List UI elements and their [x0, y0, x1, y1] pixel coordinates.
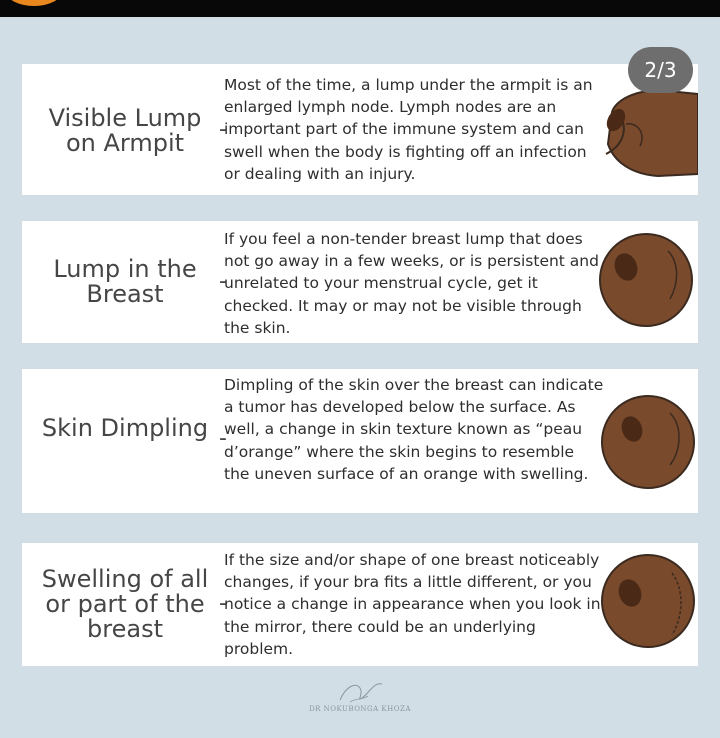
card-dash: -: [219, 591, 227, 616]
app-icon: [6, 0, 62, 6]
footer-brand-text: DR NOKUBONGA KHOZA: [309, 705, 411, 713]
page-indicator-badge: 2/3: [628, 47, 693, 93]
card-swelling-breast: [22, 543, 698, 666]
card-dash: -: [219, 426, 227, 451]
skin-dimpling-illustration-icon: [598, 369, 698, 513]
breast-swelling-illustration-icon: [598, 543, 698, 666]
card-title: Skin Dimpling: [41, 414, 209, 442]
signature-logo-icon: [300, 676, 420, 706]
card-description: Most of the time, a lump under the armpit is an enlarged lymph node. Lymph nodes are an important part of the immune system and can swell when the body is fighting off an infection or dealing with an injury.: [224, 76, 593, 183]
top-bar: [0, 0, 720, 17]
card-description: If you feel a non-tender breast lump that does not go away in a few weeks, or is persistent and unrelated to your menstrual cycle, get it checked. It may or may not be visible through the skin.: [224, 230, 599, 337]
footer-logo: [300, 676, 420, 722]
card-title: Swelling of all or part of the breast: [41, 565, 209, 643]
card-dash: -: [219, 269, 227, 294]
card-dash: -: [219, 117, 227, 142]
breast-lump-illustration-icon: [598, 221, 698, 343]
card-lump-in-breast: [22, 221, 698, 343]
card-description: If the size and/or shape of one breast noticeably changes, if your bra fits a little different, or you notice a change in appearance when you look in the mirror, there could be an underlying problem.: [224, 551, 601, 658]
card-title: Lump in the Breast: [53, 255, 197, 308]
card-description: Dimpling of the skin over the breast can indicate a tumor has developed below the surface. As well, a change in skin texture known as “peau d’orange” where the skin begins to resemble the uneven surface of an orange with swelling.: [224, 376, 604, 483]
card-visible-lump-armpit: [22, 64, 698, 195]
card-title: Visible Lump on Armpit: [48, 104, 202, 157]
card-skin-dimpling: [22, 369, 698, 513]
